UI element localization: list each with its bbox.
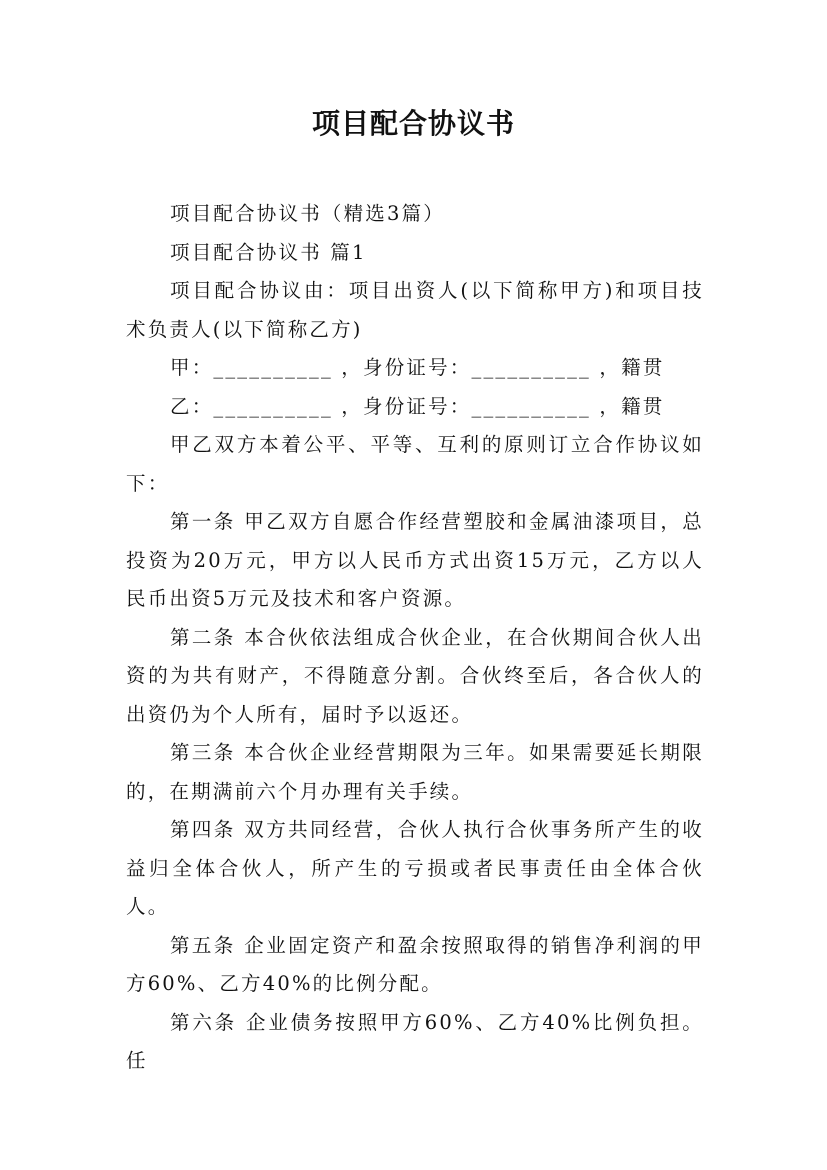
paragraph-party-b: 乙：__________ ，身份证号：__________ ，籍贯 [170, 394, 665, 418]
document-body [126, 195, 704, 1081]
paragraph-section-heading: 项目配合协议书 篇1 [170, 240, 367, 264]
paragraph-article-5: 第五条 企业固定资产和盈余按照取得的销售净利润的甲方60%、乙方40%的比例分配。 [126, 933, 704, 995]
paragraph-article-2: 第二条 本合伙依法组成合伙企业，在合伙期间合伙人出资的为共有财产，不得随意分割。合伙终至后，各合伙人的出资仍为个人所有，届时予以返还。 [126, 625, 704, 726]
paragraph-party-a: 甲：__________ ，身份证号：__________ ，籍贯 [170, 356, 665, 379]
paragraph-article-6: 第六条 企业债务按照甲方60%、乙方40%比例负担。任 [126, 1010, 704, 1072]
paragraph-subtitle: 项目配合协议书（精选3篇） [170, 202, 446, 225]
paragraph-article-1: 第一条 甲乙双方自愿合作经营塑胶和金属油漆项目，总投资为20万元，甲方以人民币方式出资15万元，乙方以人民币出资5万元及技术和客户资源。 [126, 510, 704, 610]
paragraph-principle: 甲乙双方本着公平、平等、互利的原则订立合作协议如下： [126, 433, 704, 495]
paragraph-article-3: 第三条 本合伙企业经营期限为三年。如果需要延长期限的，在期满前六个月办理有关手续。 [126, 741, 704, 803]
paragraph-intro: 项目配合协议由：项目出资人(以下简称甲方)和项目技术负责人(以下简称乙方) [126, 279, 704, 341]
document-title: 项目配合协议书 [311, 107, 515, 140]
paragraph-article-4: 第四条 双方共同经营，合伙人执行合伙事务所产生的收益归全体合伙人，所产生的亏损或者民事责任由全体合伙人。 [126, 818, 704, 918]
